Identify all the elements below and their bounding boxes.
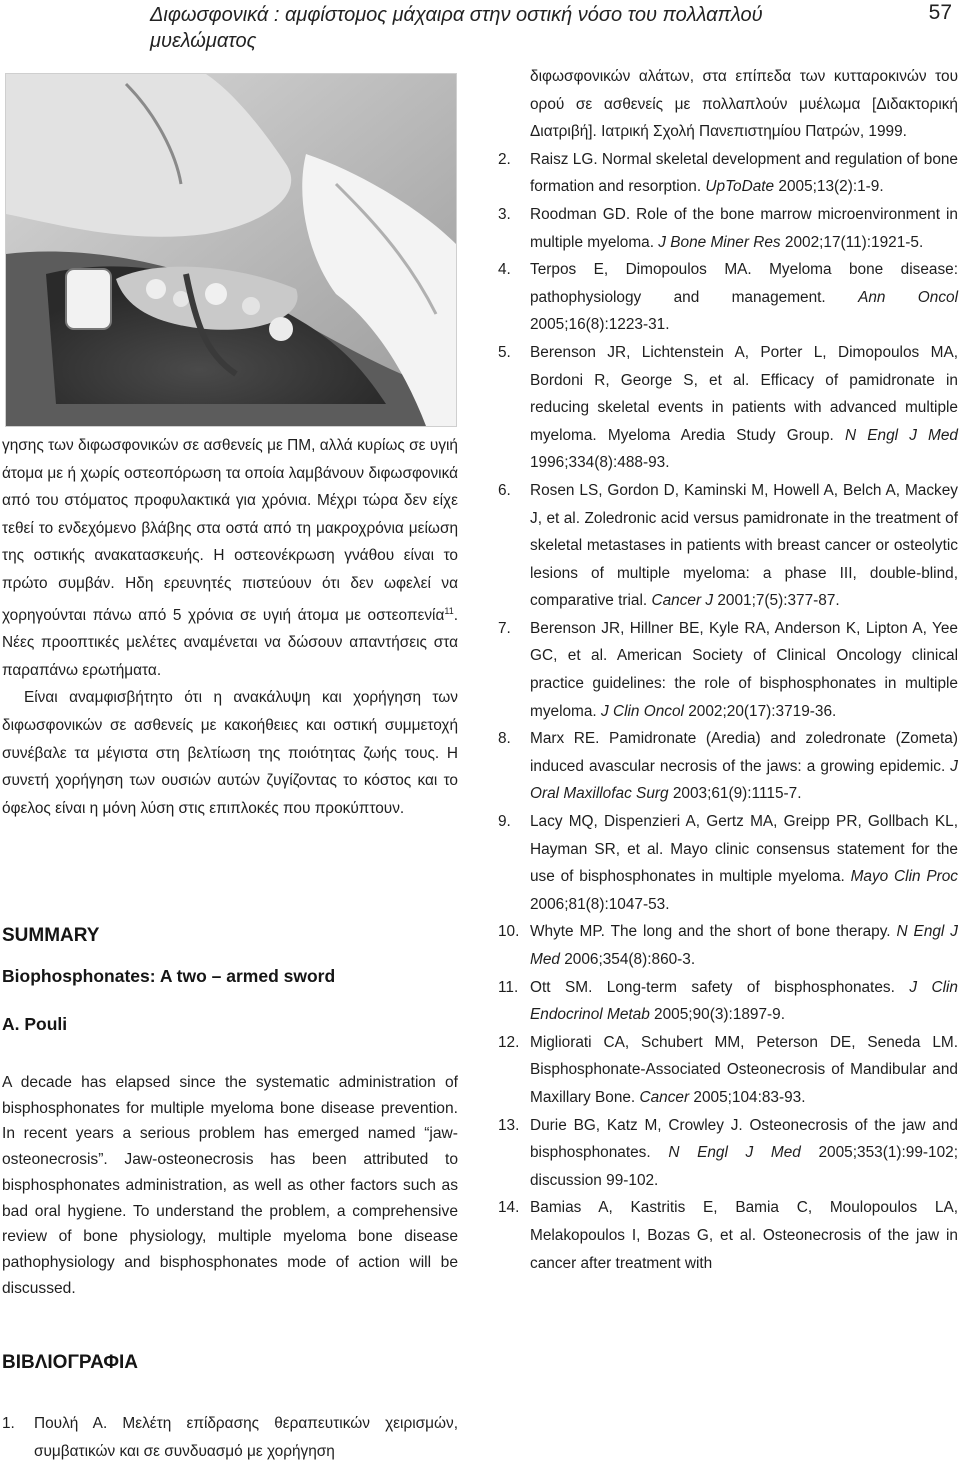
reference-item	[498, 725, 958, 808]
reference-journal: N Engl J Med	[530, 923, 958, 968]
reference-journal: J Oral Maxillofac Surg	[530, 757, 958, 803]
reference-1-continued: διφωσφονικών αλάτων, στα επίπεδα των κυτταροκινών του ορού σε ασθενείς με πολλαπλούν μυέλωμα [Διδακτορική Διατριβή]. Ιατρική Σχολή Πανεπιστημίου Πατρών, 1999.	[530, 68, 958, 141]
reference-number: 14.	[498, 1199, 520, 1217]
reference-item	[498, 339, 958, 477]
reference-number: 11.	[498, 978, 519, 996]
reference-number: 9.	[498, 813, 511, 831]
reference-number: 5.	[498, 343, 511, 361]
reference-item	[498, 974, 958, 1029]
reference-text: Bamias A, Kastritis E, Bamia C, Moulopoulos LA, Melakopoulos I, Bozas G, et al. Osteonecrosis of the jaw in cancer after treatment with	[530, 1199, 958, 1272]
reference-text: Roodman GD. Role of the bone marrow microenvironment in multiple myeloma.	[530, 205, 958, 251]
reference-item	[498, 1194, 958, 1277]
reference-item	[498, 918, 958, 973]
reference-citation: 2002;17(11):1921-5.	[780, 233, 924, 251]
reference-text: Ott SM. Long-term safety of bisphosphonates.	[530, 978, 910, 996]
reference-citation: 2005;353(1):99-102; discussion 99-102.	[530, 1144, 958, 1189]
right-column-references	[498, 63, 958, 1277]
reference-text: Πουλή Α. Μελέτη επίδρασης θεραπευτικών χειρισμών, συμβατικών και σε συνδυασμό με χορήγηση	[34, 1415, 458, 1460]
body-paragraph-2: Είναι αναμφισβήτητο ότι η ανακάλυψη και χορήγηση των διφωσφονικών σε ασθενείς με κακοήθειες και οστική συμμετοχή συνέβαλε τα μέγιστα στη βελτίωση της ποιότητας ζωής τους. Η συνετή χορήγηση των ουσιών αυτών ζυγίζοντας το κόστος και το όφελος είναι η μόνη λύση στις επιπλοκές που προκύπτουν.	[2, 689, 458, 817]
reference-item	[498, 808, 958, 918]
reference-item	[498, 1112, 958, 1195]
reference-text: Whyte MP. The long and the short of bone therapy.	[530, 923, 897, 941]
reference-number: 8.	[498, 730, 511, 748]
reference-journal: N Engl J Med	[844, 426, 958, 444]
reference-text: Berenson JR, Hillner BE, Kyle RA, Anderson K, Lipton A, Yee GC, et al. American Society of Clinical Oncology clinical practice guidelines: the role of bisphosphonates in multiple myeloma.	[530, 619, 958, 720]
reference-number: 13.	[498, 1116, 520, 1134]
reference-citation: 2002;20(17):3719-36.	[683, 702, 837, 720]
reference-journal: UpToDate	[705, 178, 775, 196]
reference-number: 2.	[498, 150, 511, 168]
reference-citation: 2003;61(9):1115-7.	[668, 785, 802, 803]
citation-superscript: 11	[444, 605, 454, 616]
para1-tail: . Νέες προοπτικές μελέτες αναμένεται να δώσουν απαντήσεις στα παραπάνω ερωτήματα.	[2, 606, 458, 679]
reference-number: 6.	[498, 481, 511, 499]
reference-item	[498, 146, 958, 201]
clinical-photo-icon	[6, 74, 456, 426]
reference-citation: 2005;13(2):1-9.	[774, 178, 884, 196]
summary-abstract: A decade has elapsed since the systematic administration of bisphosphonates for multiple myeloma bone disease prevention. In recent years a serious problem has emerged named “jaw-osteonecrosis”. Jaw-osteonecrosis has been attributed to bisphosphonates administration, as well as other factors such as bad oral hygiene. To understand the problem, a comprehensive review of bone physiology, multiple myeloma bone disease pathophysiology and bisphosphonates mode of action will be discussed.	[2, 1074, 458, 1297]
clinical-photo-oral-osteonecrosis	[5, 73, 457, 427]
reference-journal: J Bone Miner Res	[658, 233, 781, 251]
reference-text: Terpos E, Dimopoulos MA. Myeloma bone disease: pathophysiology and management.	[530, 261, 958, 306]
reference-journal: N Engl J Med	[668, 1144, 801, 1162]
para1-text: γησης των διφωσφονικών σε ασθενείς με ΠΜ, αλλά κυρίως σε υγιή άτομα με ή χωρίς οστεοπόρωση τα οποία λαμβάνουν διφωσφονικά από του στόματος προφυλακτικά για χρόνια. Μέχρι τώρα δεν είχε τεθεί το ενδεχόμενο βλάβης στα οστά από τη μακροχρόνια μείωση της οστικής ανακατασκευής. Η οστεονέκρωση γνάθου είναι το πρώτο συμβάν. Ηδη ερευνητές πιστεύουν ότι δεν ωφελεί να χορηγούνται πάνω από 5 χρόνια σε υγιή άτομα με οστεοπενία	[2, 437, 458, 624]
reference-item	[498, 256, 958, 339]
summary-heading: SUMMARY	[2, 925, 100, 946]
reference-citation: 2006;81(8):1047-53.	[530, 895, 670, 913]
reference-number: 10.	[498, 923, 520, 941]
reference-item	[498, 1029, 958, 1112]
reference-item	[498, 615, 958, 725]
reference-text: Rosen LS, Gordon D, Kaminski M, Howell A, Belch A, Mackey J, et al. Zoledronic acid versus pamidronate in the treatment of skeletal metastases in patients with breast cancer or osteolytic lesions of multiple myeloma: a phase III, double-blind, comparative trial.	[530, 481, 958, 610]
reference-citation: 2005;104:83-93.	[689, 1088, 806, 1106]
reference-number: 4.	[498, 261, 511, 279]
page-number: 57	[928, 1, 952, 24]
reference-number: 7.	[498, 619, 511, 637]
reference-journal: Cancer	[639, 1088, 690, 1106]
reference-citation: 2005;90(3):1897-9.	[649, 1006, 785, 1024]
summary-title: Biophosphonates: A two – armed sword	[2, 966, 336, 986]
reference-text: Marx RE. Pamidronate (Aredia) and zoledronate (Zometa) induced avascular necrosis of the jaws: a growing epidemic.	[530, 730, 958, 775]
summary-author: A. Pouli	[2, 1014, 68, 1034]
bibliography-heading: ΒΙΒΛΙΟΓΡΑΦΙΑ	[2, 1352, 138, 1373]
body-paragraph-1	[2, 432, 458, 684]
reference-citation: 2005;16(8):1223-31.	[530, 316, 670, 334]
reference-list	[498, 146, 958, 1277]
reference-journal: Mayo Clin Proc	[850, 868, 958, 886]
reference-number: 12.	[498, 1033, 520, 1051]
reference-number: 3.	[498, 205, 511, 223]
reference-text: Raisz LG. Normal skeletal development and regulation of bone formation and resorption.	[530, 150, 958, 196]
reference-item	[498, 477, 958, 615]
reference-number: 1.	[2, 1415, 15, 1432]
reference-citation: 2001;7(5):377-87.	[713, 592, 840, 610]
reference-1	[2, 1410, 458, 1465]
reference-journal: Cancer J	[651, 592, 714, 610]
reference-journal: J Clin Endocrinol Metab	[530, 978, 958, 1024]
reference-citation: 1996;334(8):488-93.	[530, 454, 670, 472]
reference-journal: J Clin Oncol	[601, 702, 684, 720]
left-column-text	[2, 432, 458, 822]
reference-text: Migliorati CA, Schubert MM, Peterson DE, Seneda LM. Bisphosphonate-Associated Osteonecrosis of Mandibular and Maxillary Bone.	[530, 1033, 958, 1106]
reference-journal: Ann Oncol	[858, 288, 958, 306]
reference-text: Berenson JR, Lichtenstein A, Porter L, Dimopoulos MA, Bordoni R, George S, et al. Efficacy of pamidronate in reducing skeletal events in patients with advanced multiple myeloma. Myeloma Aredia Study Group.	[530, 343, 958, 444]
reference-item	[498, 201, 958, 256]
reference-citation: 2006;354(8):860-3.	[559, 951, 696, 968]
reference-text: Lacy MQ, Dispenzieri A, Gertz MA, Greipp PR, Gollbach KL, Hayman SR, et al. Mayo clinic consensus statement for the use of bisphosphonates in multiple myeloma.	[530, 813, 958, 886]
running-title: Διφωσφονικά : αμφίστομος μάχαιρα στην οστική νόσο του πολλαπλού μυελώματος	[150, 4, 763, 52]
reference-text: Durie BG, Katz M, Crowley J. Osteonecrosis of the jaw and bisphosphonates.	[530, 1116, 958, 1162]
